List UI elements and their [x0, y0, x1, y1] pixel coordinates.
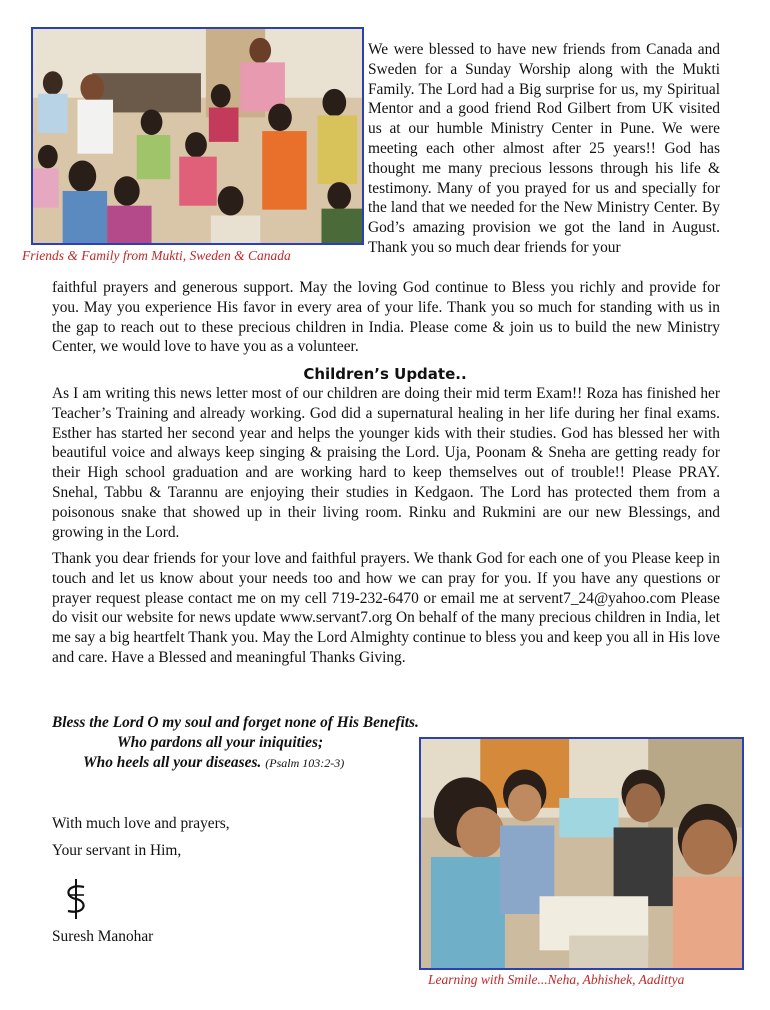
section-heading-children: Children’s Update..: [303, 365, 467, 383]
thanks-paragraph: Thank you dear friends for your love and faithful prayers. We thank God for each one of you Please keep in touch and let us know about your needs too and how we can pray for you. If you have any questions or prayer request please contact me on my cell 719-232-6470 or email me at servent7_24@yahoo.com Please do visit our website for news update www.servant7.org On behalf of the many precious children in India, let me say a big heartfelt Thank you. May the Lord Almighty continue to bless you and keep you all in His love and care. Have a Blessed and meaningful Thanks Giving.: [52, 550, 720, 666]
children-update-paragraph: As I am writing this news letter most of our children are doing their mid term Exam!! Roza has finished her Teacher’s Training and already working. God did a supernatural healing in her life during her final exams. Esther has started her second year and helps the younger kids with their studies. God has blessed her with beautiful voice and always keep singing & praising the Lord. Uja, Poonam & Sneha are getting ready for their High school graduation and are working hard to keep themselves out of trouble!! Please PRAY. Snehal, Tabbu & Tarannu are enjoying their studies in Kedgaon. The Lord has protected them from a poisonous snake that showed up in their living room. Rinku and Rukmini are our new Blessings, and growing in the Lord.: [52, 385, 720, 541]
intro-paragraph-top: We were blessed to have new friends from Canada and Sweden for a Sunday Worship along with the Mukti Family. The Lord had a Big surprise for us, my Spiritual Mentor and a good friend Rod Gilbert from UK visited us at our humble Ministry Center in Pune. We were meeting each other almost after 25 years!! God has thought me many precious lessons through his life & testimony. Many of you prayed for us and specially for the land that we needed for the New Ministry Center. By God’s amazing provision we got the land in August. Thank you so much dear friends for your: [368, 41, 720, 256]
closing-line-1: With much love and prayers,: [52, 815, 230, 832]
photo-caption-bottom: Learning with Smile...Neha, Abhishek, Aadittya: [428, 972, 685, 987]
intro-paragraph-bottom: faithful prayers and generous support. May the loving God continue to Bless you richly and provide for you. May you experience His favor in every area of your life. Thank you so much for standing with us in the gap to reach out to these precious children in India. Please come & join us to build the new Ministry Center, we would love to have you as a volunteer.: [52, 279, 720, 356]
verse-line-1: Bless the Lord O my soul and forget none of His Benefits.: [52, 714, 419, 731]
signer-name: Suresh Manohar: [52, 928, 154, 945]
verse-line-3-text: Who heels all your diseases.: [83, 754, 262, 771]
verse-reference: (Psalm 103:2-3): [265, 756, 345, 770]
verse-line-3: [83, 754, 344, 772]
photo-learning-with-smile: [419, 737, 744, 970]
closing-line-2: Your servant in Him,: [52, 842, 182, 859]
photo-learning-with-smile-image: [421, 739, 742, 968]
photo-friends-family-image: [33, 29, 362, 243]
photo-caption-top: Friends & Family from Mukti, Sweden & Canada: [22, 248, 291, 263]
photo-friends-family: [31, 27, 364, 245]
handwritten-signature: [56, 875, 96, 923]
verse-line-2: Who pardons all your iniquities;: [117, 734, 324, 751]
